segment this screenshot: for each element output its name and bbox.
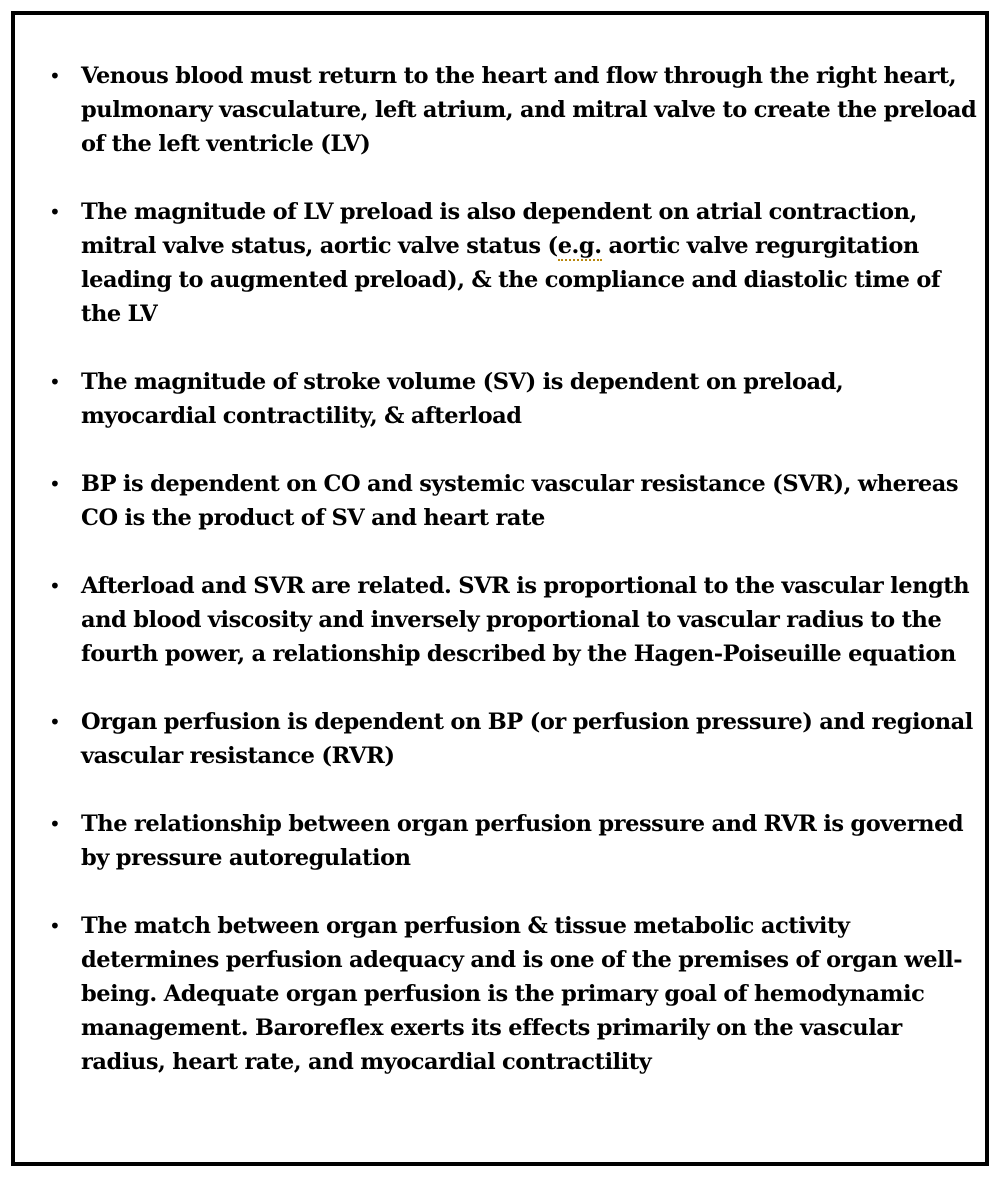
- bullet-icon: •: [49, 472, 61, 496]
- bullet-icon: •: [49, 370, 61, 394]
- bullet-item-afterload-svr: [15, 569, 985, 671]
- bullet-text: The magnitude of stroke volume (SV) is dependent on preload, myocardial contractility, & afterload: [81, 369, 844, 429]
- bullet-icon: •: [49, 200, 61, 224]
- bullet-text: Venous blood must return to the heart and flow through the right heart, pulmonary vasculature, left atrium, and mitral valve to create the preload of the left ventricle (LV): [81, 63, 977, 157]
- bullet-icon: •: [49, 812, 61, 836]
- bullet-text: The match between organ perfusion & tissue metabolic activity determines perfusion adequacy and is one of the premises of organ well-being. Adequate organ perfusion is the primary goal of hemodynamic management. Baroreflex exerts its effects primarily on the vascular radius, heart rate, and myocardial contractility: [81, 913, 963, 1075]
- bullet-icon: •: [49, 914, 61, 938]
- bullet-icon: •: [49, 574, 61, 598]
- bullet-item-stroke-volume: [15, 365, 985, 433]
- bullet-item-autoregulation: [15, 807, 985, 875]
- bullet-text: Afterload and SVR are related. SVR is proportional to the vascular length and blood viscosity and inversely proportional to vascular radius to the fourth power, a relationship described by the Hagen-Poiseuille equation: [81, 573, 970, 667]
- bullet-icon: •: [49, 64, 61, 88]
- bullet-icon: •: [49, 710, 61, 734]
- bullet-item-blood-pressure: [15, 467, 985, 535]
- bullet-text-after: aortic valve regurgitation leading to augmented preload), & the compliance and diastolic time of the LV: [81, 233, 941, 327]
- bordered-text-box: [11, 11, 989, 1166]
- bullet-list: [15, 59, 985, 1113]
- bullet-text: [81, 199, 940, 327]
- bullet-item-lv-preload: [15, 195, 985, 331]
- bullet-text: The relationship between organ perfusion pressure and RVR is governed by pressure autoregulation: [81, 811, 964, 871]
- bullet-item-venous-return: [15, 59, 985, 161]
- bullet-text: BP is dependent on CO and systemic vascular resistance (SVR), whereas CO is the product of SV and heart rate: [81, 471, 959, 531]
- bullet-text-before: The magnitude of LV preload is also dependent on atrial contraction, mitral valve status, aortic valve status (: [81, 199, 917, 259]
- bullet-item-perfusion-adequacy: [15, 909, 985, 1079]
- bullet-text: Organ perfusion is dependent on BP (or perfusion pressure) and regional vascular resistance (RVR): [81, 709, 973, 769]
- eg-annotation: e.g.: [557, 233, 602, 259]
- bullet-item-organ-perfusion: [15, 705, 985, 773]
